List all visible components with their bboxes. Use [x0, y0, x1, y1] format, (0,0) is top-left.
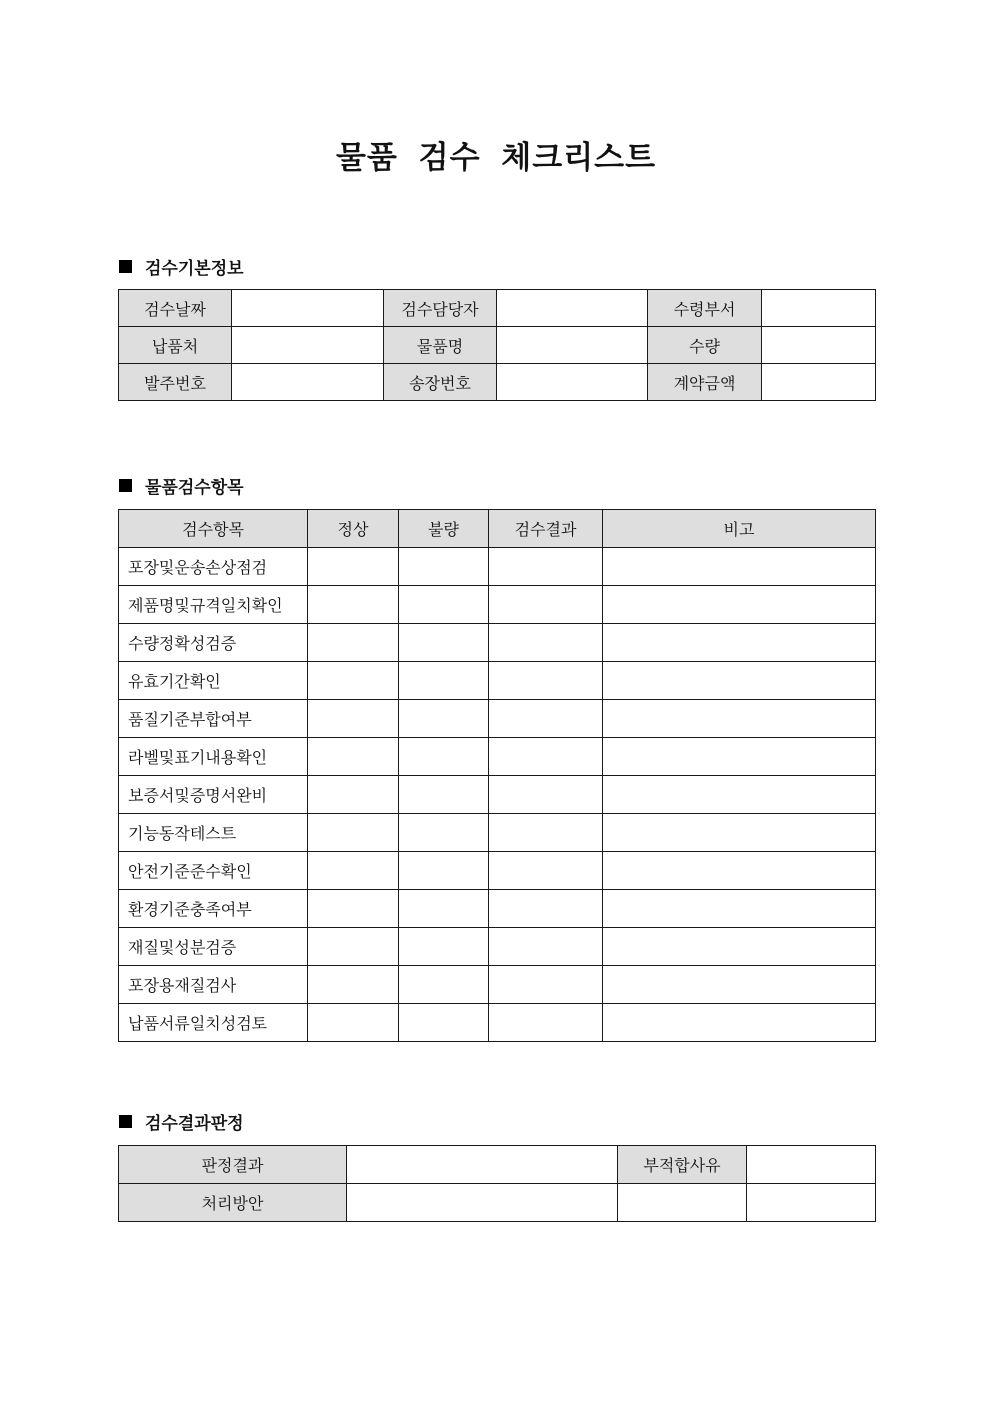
normal-check-cell[interactable] [308, 624, 399, 662]
remarks-cell[interactable] [603, 738, 876, 776]
result-cell[interactable] [489, 776, 603, 814]
basic-info-table [118, 289, 876, 401]
section-heading-basic-info [119, 254, 244, 279]
inspection-item-label: 재질및성분검증 [119, 928, 308, 966]
nonconformity-reason-label: 부적합사유 [618, 1146, 747, 1184]
header-normal: 정상 [308, 510, 399, 548]
defective-check-cell[interactable] [399, 776, 489, 814]
table-header-row [119, 510, 876, 548]
normal-check-cell[interactable] [308, 586, 399, 624]
inspection-item-label: 제품명및규격일치확인 [119, 586, 308, 624]
quantity-label: 수량 [648, 327, 762, 364]
remarks-cell[interactable] [603, 776, 876, 814]
header-inspection-item: 검수항목 [119, 510, 308, 548]
table-row [119, 1004, 876, 1042]
remarks-cell[interactable] [603, 624, 876, 662]
table-row [119, 852, 876, 890]
square-bullet-icon [119, 479, 132, 492]
result-cell[interactable] [489, 852, 603, 890]
square-bullet-icon [119, 1115, 132, 1128]
inspection-item-label: 안전기준준수확인 [119, 852, 308, 890]
table-row [119, 327, 876, 364]
result-cell[interactable] [489, 548, 603, 586]
inspection-item-label: 유효기간확인 [119, 662, 308, 700]
inspection-item-label: 포장용재질검사 [119, 966, 308, 1004]
result-cell[interactable] [489, 700, 603, 738]
normal-check-cell[interactable] [308, 1004, 399, 1042]
defective-check-cell[interactable] [399, 928, 489, 966]
remarks-cell[interactable] [603, 700, 876, 738]
inspection-item-label: 수량정확성검증 [119, 624, 308, 662]
inspection-item-label: 환경기준충족여부 [119, 890, 308, 928]
inspection-item-label: 포장및운송손상점검 [119, 548, 308, 586]
quantity-field[interactable] [762, 327, 876, 364]
normal-check-cell[interactable] [308, 890, 399, 928]
defective-check-cell[interactable] [399, 624, 489, 662]
result-cell[interactable] [489, 814, 603, 852]
remarks-cell[interactable] [603, 1004, 876, 1042]
defective-check-cell[interactable] [399, 890, 489, 928]
action-plan-field[interactable] [347, 1184, 618, 1222]
defective-check-cell[interactable] [399, 738, 489, 776]
table-row [119, 624, 876, 662]
normal-check-cell[interactable] [308, 852, 399, 890]
normal-check-cell[interactable] [308, 738, 399, 776]
defective-check-cell[interactable] [399, 586, 489, 624]
defective-check-cell[interactable] [399, 700, 489, 738]
inspection-date-field[interactable] [232, 290, 384, 327]
table-row [119, 1184, 876, 1222]
inspection-item-label: 납품서류일치성검토 [119, 1004, 308, 1042]
remarks-cell[interactable] [603, 662, 876, 700]
normal-check-cell[interactable] [308, 700, 399, 738]
remarks-cell[interactable] [603, 852, 876, 890]
defective-check-cell[interactable] [399, 852, 489, 890]
inspector-field[interactable] [497, 290, 648, 327]
invoice-no-label: 송장번호 [384, 364, 497, 401]
table-row [119, 1146, 876, 1184]
normal-check-cell[interactable] [308, 662, 399, 700]
header-defective: 불량 [399, 510, 489, 548]
result-cell[interactable] [489, 928, 603, 966]
order-no-field[interactable] [232, 364, 384, 401]
section-title: 물품검수항목 [145, 478, 244, 498]
action-plan-extra-field-2[interactable] [747, 1184, 876, 1222]
normal-check-cell[interactable] [308, 966, 399, 1004]
inspection-item-label: 기능동작테스트 [119, 814, 308, 852]
table-row [119, 662, 876, 700]
table-row [119, 290, 876, 327]
remarks-cell[interactable] [603, 966, 876, 1004]
supplier-field[interactable] [232, 327, 384, 364]
inspection-item-label: 라벨및표기내용확인 [119, 738, 308, 776]
defective-check-cell[interactable] [399, 814, 489, 852]
result-cell[interactable] [489, 662, 603, 700]
remarks-cell[interactable] [603, 548, 876, 586]
remarks-cell[interactable] [603, 928, 876, 966]
inspection-items-table [118, 509, 876, 1042]
remarks-cell[interactable] [603, 586, 876, 624]
inspection-date-label: 검수날짜 [119, 290, 232, 327]
item-name-field[interactable] [497, 327, 648, 364]
table-row [119, 928, 876, 966]
section-heading-result [119, 1109, 244, 1134]
defective-check-cell[interactable] [399, 966, 489, 1004]
inspection-item-label: 품질기준부합여부 [119, 700, 308, 738]
result-cell[interactable] [489, 624, 603, 662]
table-row [119, 776, 876, 814]
receiving-dept-label: 수령부서 [648, 290, 762, 327]
normal-check-cell[interactable] [308, 928, 399, 966]
table-row [119, 586, 876, 624]
normal-check-cell[interactable] [308, 548, 399, 586]
inspection-item-label: 보증서및증명서완비 [119, 776, 308, 814]
action-plan-label: 처리방안 [119, 1184, 347, 1222]
section-title: 검수결과판정 [145, 1114, 244, 1134]
page-title: 물품 검수 체크리스트 [335, 140, 657, 176]
table-row [119, 548, 876, 586]
judgment-label: 판정결과 [119, 1146, 347, 1184]
inspector-label: 검수담당자 [384, 290, 497, 327]
contract-amount-field[interactable] [762, 364, 876, 401]
remarks-cell[interactable] [603, 890, 876, 928]
item-name-label: 물품명 [384, 327, 497, 364]
order-no-label: 발주번호 [119, 364, 232, 401]
nonconformity-reason-field[interactable] [747, 1146, 876, 1184]
result-table [118, 1145, 876, 1222]
table-row [119, 700, 876, 738]
result-cell[interactable] [489, 1004, 603, 1042]
header-result: 검수결과 [489, 510, 603, 548]
invoice-no-field[interactable] [497, 364, 648, 401]
defective-check-cell[interactable] [399, 548, 489, 586]
section-heading-inspection-items [119, 473, 244, 498]
square-bullet-icon [119, 260, 132, 273]
section-title: 검수기본정보 [145, 259, 244, 279]
action-plan-extra-field[interactable] [618, 1184, 747, 1222]
result-cell[interactable] [489, 738, 603, 776]
table-row [119, 890, 876, 928]
contract-amount-label: 계약금액 [648, 364, 762, 401]
inspection-items-body [119, 548, 876, 1042]
normal-check-cell[interactable] [308, 776, 399, 814]
judgment-field[interactable] [347, 1146, 618, 1184]
defective-check-cell[interactable] [399, 1004, 489, 1042]
defective-check-cell[interactable] [399, 662, 489, 700]
table-row [119, 364, 876, 401]
supplier-label: 납품처 [119, 327, 232, 364]
table-row [119, 738, 876, 776]
receiving-dept-field[interactable] [762, 290, 876, 327]
result-cell[interactable] [489, 586, 603, 624]
table-row [119, 814, 876, 852]
result-cell[interactable] [489, 966, 603, 1004]
remarks-cell[interactable] [603, 814, 876, 852]
header-remarks: 비고 [603, 510, 876, 548]
table-row [119, 966, 876, 1004]
result-cell[interactable] [489, 890, 603, 928]
normal-check-cell[interactable] [308, 814, 399, 852]
